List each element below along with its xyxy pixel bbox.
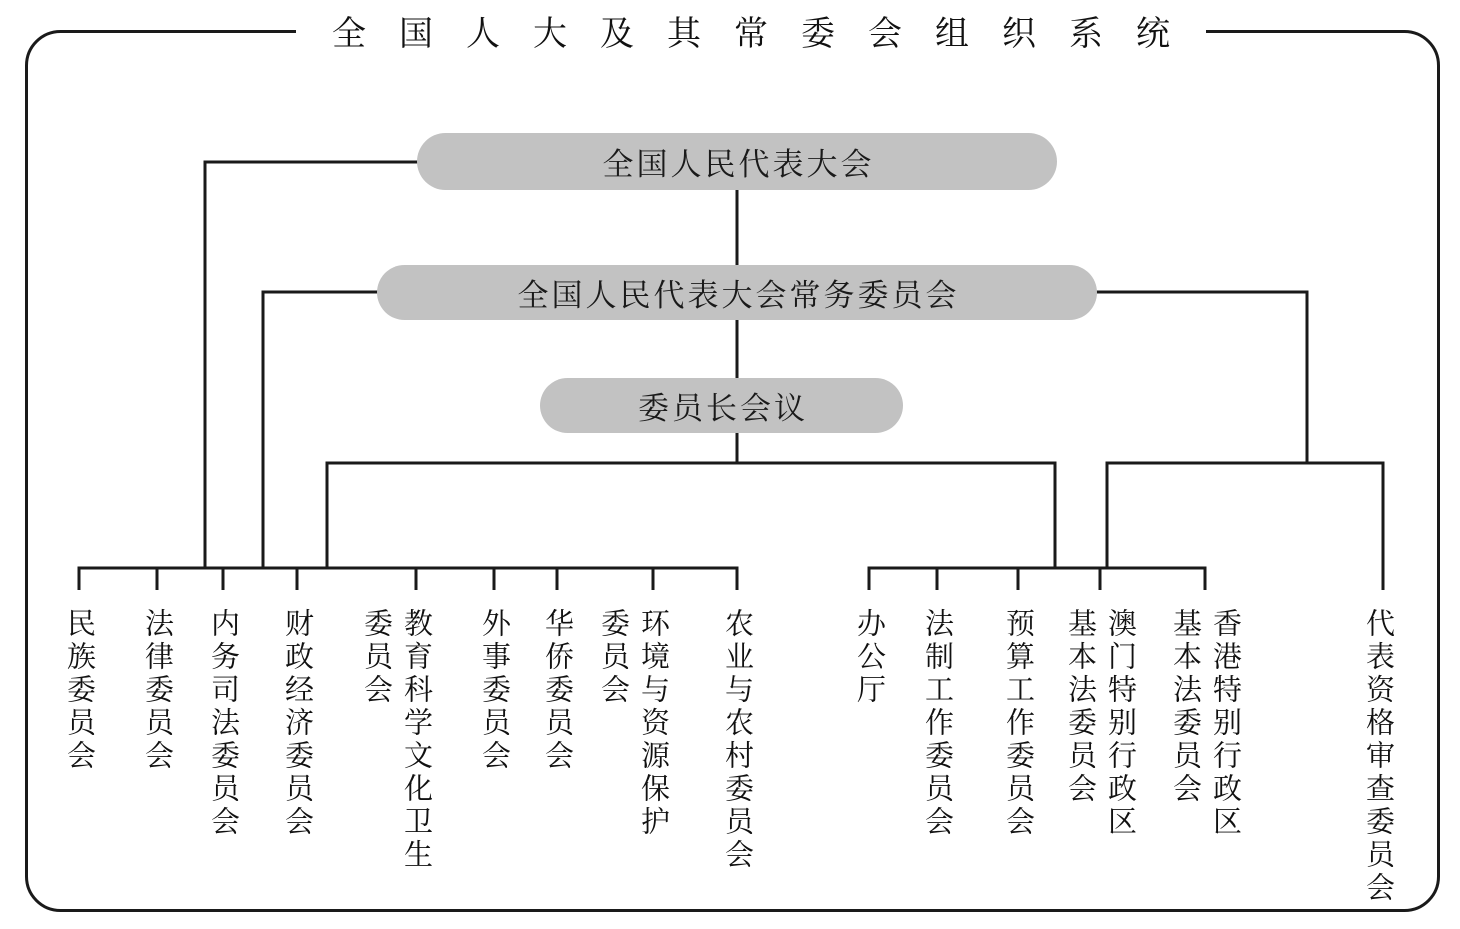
npcsc-left-feed-line (263, 292, 378, 568)
vertical-text-column: 内务司法委员会 (207, 608, 239, 839)
vertical-text-column: 外事委员会 (478, 608, 510, 773)
vertical-text-column: 委员会 (597, 608, 629, 707)
label-internal-judicial-affairs-committee (208, 608, 238, 839)
vertical-text-column: 民族委员会 (63, 608, 95, 773)
label-foreign-affairs-committee (479, 608, 509, 773)
node-chairmen-meeting: 委员长会议 (540, 378, 903, 433)
vertical-text-column: 基本法委员会 (1169, 608, 1201, 806)
vertical-text-column: 代表资格审查委员会 (1362, 608, 1394, 905)
label-hong-kong-basic-law-committee (1170, 608, 1240, 839)
vertical-text-column: 环境与资源保护 (637, 608, 669, 839)
label-agriculture-rural-affairs-committee (722, 608, 752, 872)
label-law-committee (142, 608, 172, 773)
diagram-title: 全国人大及其常委会组织系统 (296, 6, 1206, 54)
label-macao-basic-law-committee (1065, 608, 1135, 839)
left-group-bus-line (79, 568, 737, 590)
node-npc: 全国人民代表大会 (417, 133, 1057, 190)
chairmen-bus-line (327, 463, 1055, 568)
vertical-text-column: 委员会 (360, 608, 392, 707)
label-ethnic-affairs-committee (64, 608, 94, 773)
label-overseas-chinese-committee (542, 608, 572, 773)
vertical-text-column: 法制工作委员会 (921, 608, 953, 839)
vertical-text-column: 财政经济委员会 (281, 608, 313, 839)
vertical-text-column: 办公厅 (853, 608, 885, 707)
node-npcsc: 全国人民代表大会常务委员会 (377, 265, 1097, 320)
label-legislative-affairs-commission (922, 608, 952, 839)
vertical-text-column: 预算工作委员会 (1002, 608, 1034, 839)
vertical-text-column: 基本法委员会 (1064, 608, 1096, 806)
npc-left-feed-line (205, 162, 420, 568)
vertical-text-column: 澳门特别行政区 (1104, 608, 1136, 839)
vertical-text-column: 香港特别行政区 (1209, 608, 1241, 839)
label-finance-economy-committee (282, 608, 312, 839)
label-general-office (854, 608, 884, 707)
right-group-bus-line (869, 568, 1205, 590)
vertical-text-column: 法律委员会 (141, 608, 173, 773)
vertical-text-column: 教育科学文化卫生 (400, 608, 432, 872)
vertical-text-column: 农业与农村委员会 (721, 608, 753, 872)
npcsc-right-feed-line (1094, 292, 1307, 463)
label-budgetary-affairs-commission (1003, 608, 1033, 839)
label-environment-resources-protection-committee (598, 608, 668, 839)
label-education-science-culture-health-committee (361, 608, 431, 872)
vertical-text-column: 华侨委员会 (541, 608, 573, 773)
right-upper-bus-line (1107, 463, 1383, 590)
label-credentials-committee (1363, 608, 1393, 905)
